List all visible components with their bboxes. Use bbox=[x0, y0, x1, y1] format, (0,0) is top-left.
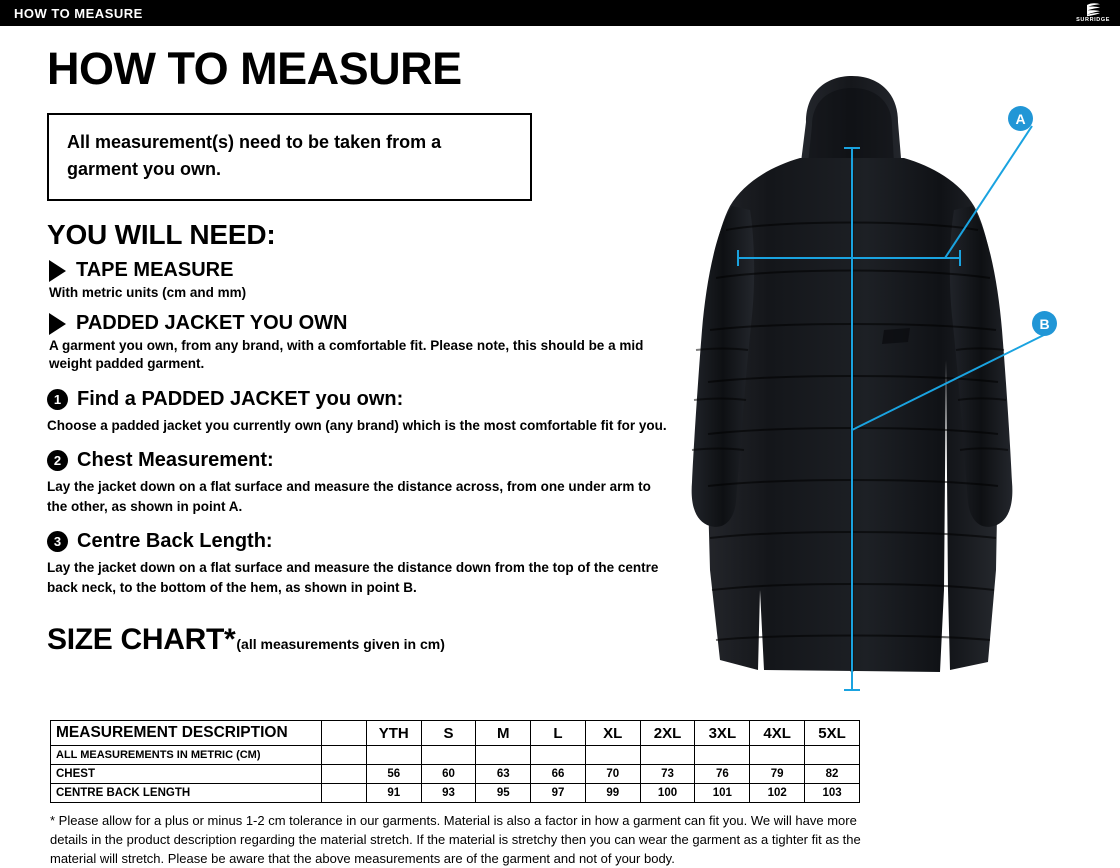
step-number-badge: 1 bbox=[47, 389, 68, 410]
padded-jacket-illustration bbox=[640, 30, 1110, 720]
table-cell-label: CHEST bbox=[51, 765, 322, 784]
table-cell: 102 bbox=[750, 784, 805, 803]
step-header bbox=[47, 388, 667, 411]
need-item-title: TAPE MEASURE bbox=[76, 259, 234, 281]
table-cell: 103 bbox=[805, 784, 860, 803]
step-1 bbox=[47, 388, 667, 436]
table-cell: 100 bbox=[640, 784, 695, 803]
table-cell: 70 bbox=[585, 765, 640, 784]
table-cell: 79 bbox=[750, 765, 805, 784]
table-cell: 97 bbox=[531, 784, 586, 803]
size-chart-table-wrap bbox=[50, 720, 860, 803]
table-cell bbox=[421, 746, 476, 765]
step-title: Centre Back Length: bbox=[77, 530, 273, 553]
size-chart-note: (all measurements given in cm) bbox=[236, 636, 445, 653]
table-cell bbox=[322, 765, 367, 784]
table-cell: 63 bbox=[476, 765, 531, 784]
triangle-bullet-icon bbox=[49, 313, 66, 335]
table-cell: 91 bbox=[366, 784, 421, 803]
step-2 bbox=[47, 449, 667, 516]
step-body: Lay the jacket down on a flat surface and measure the distance across, from one under arm to the other, as shown in point A. bbox=[47, 479, 651, 514]
table-cell-label: ALL MEASUREMENTS IN METRIC (CM) bbox=[51, 746, 322, 765]
step-header bbox=[47, 449, 667, 472]
footnote: * Please allow for a plus or minus 1-2 cm tolerance in our garments. Material is also a factor in how a garment can fit you. We will have more details in the product description regarding the material stretch. If the material is stretchy then you can wear the garment as a tighter fit as the material will stretch. Please be aware that the above measurements are of the garment and not of your body. bbox=[50, 813, 861, 866]
table-cell bbox=[476, 746, 531, 765]
table-cell bbox=[640, 746, 695, 765]
you-will-need-heading: YOU WILL NEED: bbox=[47, 219, 276, 250]
table-cell bbox=[585, 746, 640, 765]
table-cell bbox=[366, 746, 421, 765]
brand-logo bbox=[1076, 2, 1110, 24]
table-header-cell: S bbox=[421, 721, 476, 746]
need-item-sub: A garment you own, from any brand, with a comfortable fit. Please note, this should be a mid weight padded garment. bbox=[49, 338, 644, 372]
left-content bbox=[47, 43, 667, 657]
table-cell: 73 bbox=[640, 765, 695, 784]
table-cell-label: CENTRE BACK LENGTH bbox=[51, 784, 322, 803]
table-cell: 56 bbox=[366, 765, 421, 784]
table-cell: 95 bbox=[476, 784, 531, 803]
table-header-cell: 2XL bbox=[640, 721, 695, 746]
brand-name: SURRIDGE bbox=[1076, 17, 1110, 24]
top-bar bbox=[0, 0, 1120, 26]
table-cell bbox=[750, 746, 805, 765]
callout-point-a: A bbox=[1008, 106, 1033, 131]
garment-diagram bbox=[640, 30, 1110, 720]
table-cell: 93 bbox=[421, 784, 476, 803]
need-item-sub: With metric units (cm and mm) bbox=[49, 285, 247, 300]
step-number-badge: 2 bbox=[47, 450, 68, 471]
table-header-cell: 5XL bbox=[805, 721, 860, 746]
table-row bbox=[51, 746, 860, 765]
step-body: Lay the jacket down on a flat surface and measure the distance down from the top of the centre back neck, to the bottom of the hem, as shown in point B. bbox=[47, 560, 659, 595]
need-item-title: PADDED JACKET YOU OWN bbox=[76, 312, 348, 335]
step-3 bbox=[47, 530, 667, 597]
table-row bbox=[51, 765, 860, 784]
table-header-cell: 3XL bbox=[695, 721, 750, 746]
table-header-cell bbox=[322, 721, 367, 746]
table-cell bbox=[531, 746, 586, 765]
step-header bbox=[47, 530, 667, 553]
page-title: HOW TO MEASURE bbox=[47, 43, 462, 94]
table-header-cell: M bbox=[476, 721, 531, 746]
table-cell: 76 bbox=[695, 765, 750, 784]
table-row bbox=[51, 784, 860, 803]
table-cell: 82 bbox=[805, 765, 860, 784]
table-header-cell: YTH bbox=[366, 721, 421, 746]
callout-point-b: B bbox=[1032, 311, 1057, 336]
need-item-padded-jacket bbox=[47, 312, 667, 335]
table-cell bbox=[322, 746, 367, 765]
table-cell bbox=[805, 746, 860, 765]
size-chart-title: SIZE CHART* bbox=[47, 623, 236, 657]
step-number-badge: 3 bbox=[47, 531, 68, 552]
table-cell bbox=[322, 784, 367, 803]
step-title: Find a PADDED JACKET you own: bbox=[77, 387, 404, 410]
table-header-row bbox=[51, 721, 860, 746]
table-cell: 101 bbox=[695, 784, 750, 803]
table-cell: 60 bbox=[421, 765, 476, 784]
table-cell: 66 bbox=[531, 765, 586, 784]
top-bar-title: HOW TO MEASURE bbox=[14, 5, 143, 21]
table-header-cell: XL bbox=[585, 721, 640, 746]
step-title: Chest Measurement: bbox=[77, 449, 274, 472]
size-chart-heading bbox=[47, 623, 667, 657]
size-chart-table bbox=[50, 720, 860, 803]
callout-box: All measurement(s) need to be taken from a garment you own. bbox=[47, 113, 532, 201]
surridge-logo-icon bbox=[1085, 2, 1102, 17]
table-cell bbox=[695, 746, 750, 765]
step-body: Choose a padded jacket you currently own (any brand) which is the most comfortable fit for you. bbox=[47, 417, 667, 433]
triangle-bullet-icon bbox=[49, 260, 66, 282]
table-header-cell: L bbox=[531, 721, 586, 746]
need-item-tape-measure bbox=[47, 259, 667, 282]
table-header-cell: MEASUREMENT DESCRIPTION bbox=[51, 721, 322, 746]
table-header-cell: 4XL bbox=[750, 721, 805, 746]
table-cell: 99 bbox=[585, 784, 640, 803]
